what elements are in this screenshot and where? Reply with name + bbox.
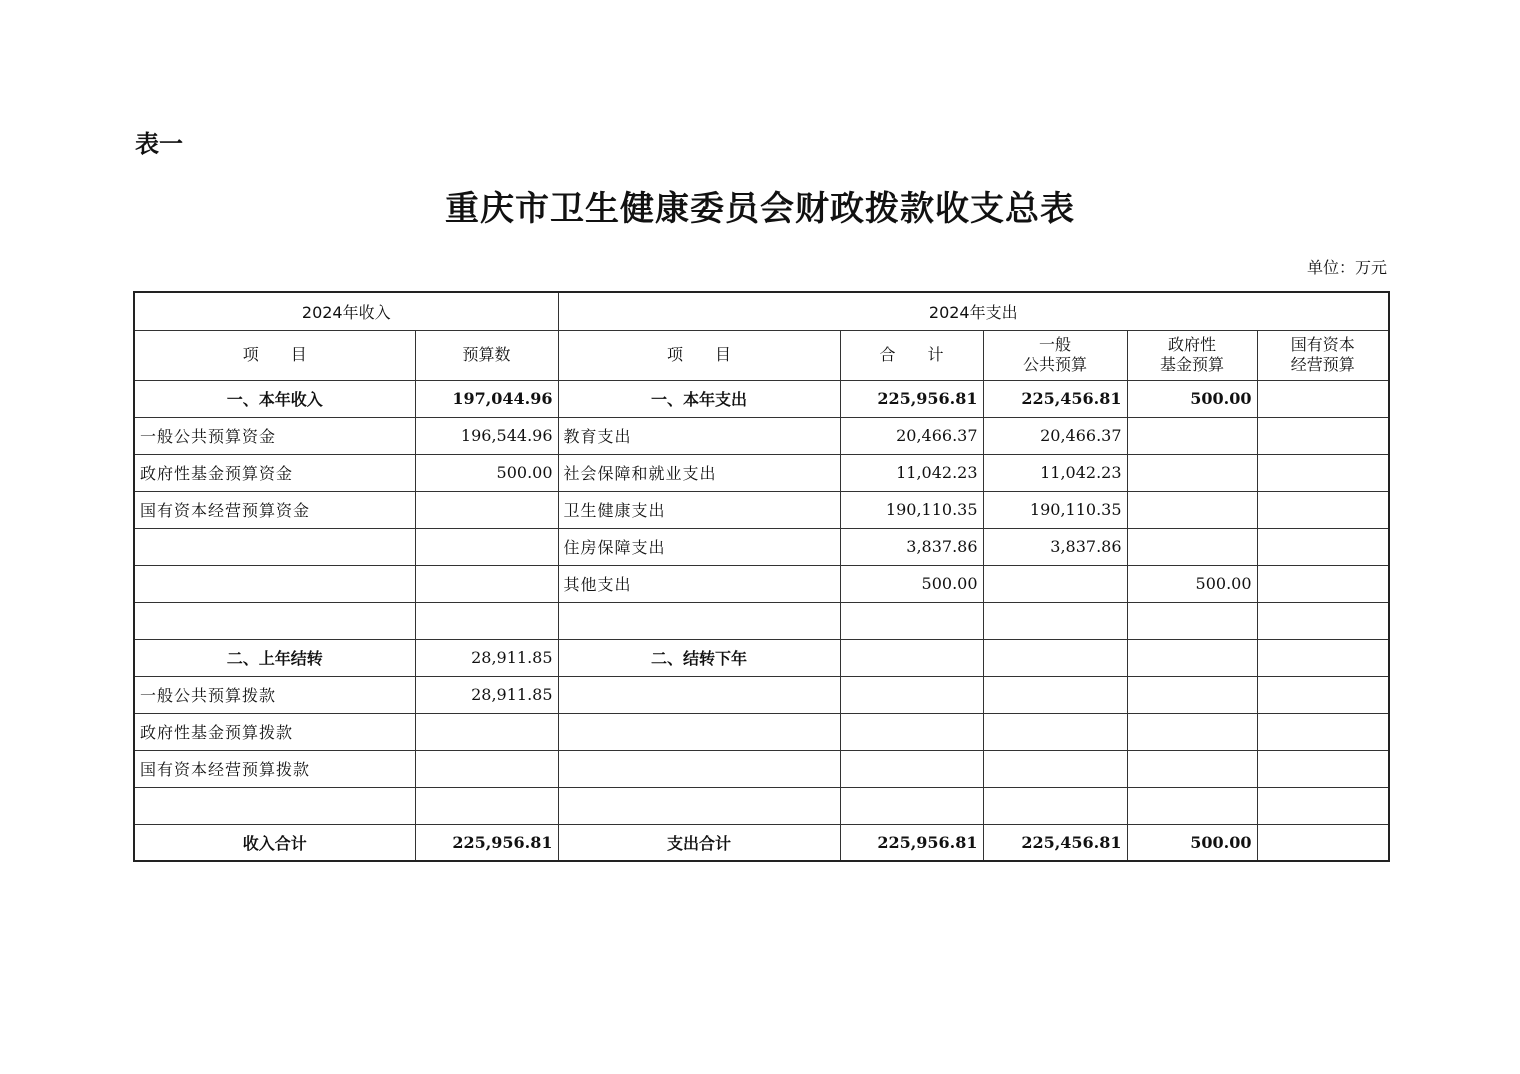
expense-general: 11,042.23 — [983, 454, 1127, 491]
expense-total: 225,956.81 — [840, 380, 983, 417]
expense-general — [983, 602, 1127, 639]
income-item-header: 项 目 — [134, 330, 415, 380]
expense-capital — [1257, 676, 1389, 713]
general-public-header-line1: 一般 — [1039, 335, 1072, 354]
income-item — [134, 787, 415, 824]
expense-item: 其他支出 — [558, 565, 840, 602]
expense-fund — [1127, 750, 1257, 787]
table-label: 表一 — [135, 130, 183, 158]
expense-capital — [1257, 750, 1389, 787]
income-amount: 28,911.85 — [415, 639, 558, 676]
income-budget-header: 预算数 — [415, 330, 558, 380]
state-capital-header-line1: 国有资本 — [1290, 335, 1355, 354]
expense-total: 20,466.37 — [840, 417, 983, 454]
income-amount — [415, 713, 558, 750]
general-public-budget-header — [983, 330, 1127, 380]
expense-total: 190,110.35 — [840, 491, 983, 528]
expense-item — [558, 750, 840, 787]
expense-general-total: 225,456.81 — [983, 824, 1127, 861]
expense-capital — [1257, 528, 1389, 565]
state-capital-header-line2: 经营预算 — [1290, 355, 1355, 374]
income-amount: 28,911.85 — [415, 676, 558, 713]
gov-fund-header-line1: 政府性 — [1168, 335, 1217, 354]
expense-item — [558, 787, 840, 824]
expense-general — [983, 676, 1127, 713]
expense-capital — [1257, 602, 1389, 639]
group-header-row — [134, 292, 1389, 330]
expense-fund — [1127, 528, 1257, 565]
expense-item: 社会保障和就业支出 — [558, 454, 840, 491]
gov-fund-header-line2: 基金预算 — [1160, 355, 1225, 374]
document-title: 重庆市卫生健康委员会财政拨款收支总表 — [445, 189, 1075, 229]
expense-fund: 500.00 — [1127, 380, 1257, 417]
expense-general: 3,837.86 — [983, 528, 1127, 565]
expense-fund — [1127, 602, 1257, 639]
income-item: 一般公共预算拨款 — [134, 676, 415, 713]
income-amount — [415, 602, 558, 639]
income-item: 政府性基金预算拨款 — [134, 713, 415, 750]
total-header: 合 计 — [840, 330, 983, 380]
income-item: 一般公共预算资金 — [134, 417, 415, 454]
expense-fund — [1127, 787, 1257, 824]
income-item — [134, 565, 415, 602]
table-row — [134, 454, 1389, 491]
expense-fund — [1127, 417, 1257, 454]
income-item: 国有资本经营预算拨款 — [134, 750, 415, 787]
income-total-label: 收入合计 — [134, 824, 415, 861]
expense-total: 11,042.23 — [840, 454, 983, 491]
table-row — [134, 380, 1389, 417]
table-row — [134, 491, 1389, 528]
expense-total — [840, 602, 983, 639]
expense-capital — [1257, 380, 1389, 417]
table-row — [134, 565, 1389, 602]
expense-capital-total — [1257, 824, 1389, 861]
table-row — [134, 602, 1389, 639]
expense-capital — [1257, 639, 1389, 676]
expense-item: 一、本年支出 — [558, 380, 840, 417]
expense-total — [840, 750, 983, 787]
income-item: 一、本年收入 — [134, 380, 415, 417]
expense-fund — [1127, 713, 1257, 750]
income-total-amount: 225,956.81 — [415, 824, 558, 861]
table-row — [134, 750, 1389, 787]
expense-total-label: 支出合计 — [558, 824, 840, 861]
income-group-header: 2024年收入 — [134, 292, 558, 330]
expense-grand-total: 225,956.81 — [840, 824, 983, 861]
expense-item: 住房保障支出 — [558, 528, 840, 565]
income-amount — [415, 528, 558, 565]
expense-fund-total: 500.00 — [1127, 824, 1257, 861]
expense-fund: 500.00 — [1127, 565, 1257, 602]
expense-general — [983, 713, 1127, 750]
table-row — [134, 528, 1389, 565]
expense-fund — [1127, 491, 1257, 528]
expense-general — [983, 565, 1127, 602]
unit-label: 单位：万元 — [1306, 258, 1387, 277]
expense-fund — [1127, 676, 1257, 713]
expense-item — [558, 713, 840, 750]
expense-general: 20,466.37 — [983, 417, 1127, 454]
expense-item: 教育支出 — [558, 417, 840, 454]
expense-capital — [1257, 491, 1389, 528]
expense-general: 190,110.35 — [983, 491, 1127, 528]
expense-capital — [1257, 565, 1389, 602]
expense-capital — [1257, 454, 1389, 491]
expense-item — [558, 602, 840, 639]
income-item: 二、上年结转 — [134, 639, 415, 676]
income-item: 政府性基金预算资金 — [134, 454, 415, 491]
expense-item: 二、结转下年 — [558, 639, 840, 676]
expense-item-header: 项 目 — [558, 330, 840, 380]
table-row — [134, 639, 1389, 676]
expense-capital — [1257, 417, 1389, 454]
gov-fund-budget-header — [1127, 330, 1257, 380]
expense-fund — [1127, 454, 1257, 491]
state-capital-budget-header — [1257, 330, 1389, 380]
expense-general — [983, 750, 1127, 787]
expense-total — [840, 676, 983, 713]
expense-total — [840, 787, 983, 824]
column-header-row — [134, 330, 1389, 380]
expense-item: 卫生健康支出 — [558, 491, 840, 528]
expense-general — [983, 787, 1127, 824]
table-row — [134, 417, 1389, 454]
income-amount: 197,044.96 — [415, 380, 558, 417]
expense-item — [558, 676, 840, 713]
income-amount — [415, 491, 558, 528]
general-public-header-line2: 公共预算 — [1023, 355, 1088, 374]
table-row — [134, 676, 1389, 713]
income-item: 国有资本经营预算资金 — [134, 491, 415, 528]
income-amount — [415, 787, 558, 824]
income-item — [134, 528, 415, 565]
income-amount: 500.00 — [415, 454, 558, 491]
expense-capital — [1257, 787, 1389, 824]
expense-general — [983, 639, 1127, 676]
expense-total — [840, 713, 983, 750]
budget-summary-table — [133, 291, 1390, 862]
expense-total: 500.00 — [840, 565, 983, 602]
expense-general: 225,456.81 — [983, 380, 1127, 417]
expense-group-header: 2024年支出 — [558, 292, 1389, 330]
expense-total: 3,837.86 — [840, 528, 983, 565]
table-row — [134, 713, 1389, 750]
income-amount — [415, 565, 558, 602]
expense-total — [840, 639, 983, 676]
expense-fund — [1127, 639, 1257, 676]
expense-capital — [1257, 713, 1389, 750]
totals-row — [134, 824, 1389, 861]
income-amount — [415, 750, 558, 787]
table-row — [134, 787, 1389, 824]
income-amount: 196,544.96 — [415, 417, 558, 454]
income-item — [134, 602, 415, 639]
